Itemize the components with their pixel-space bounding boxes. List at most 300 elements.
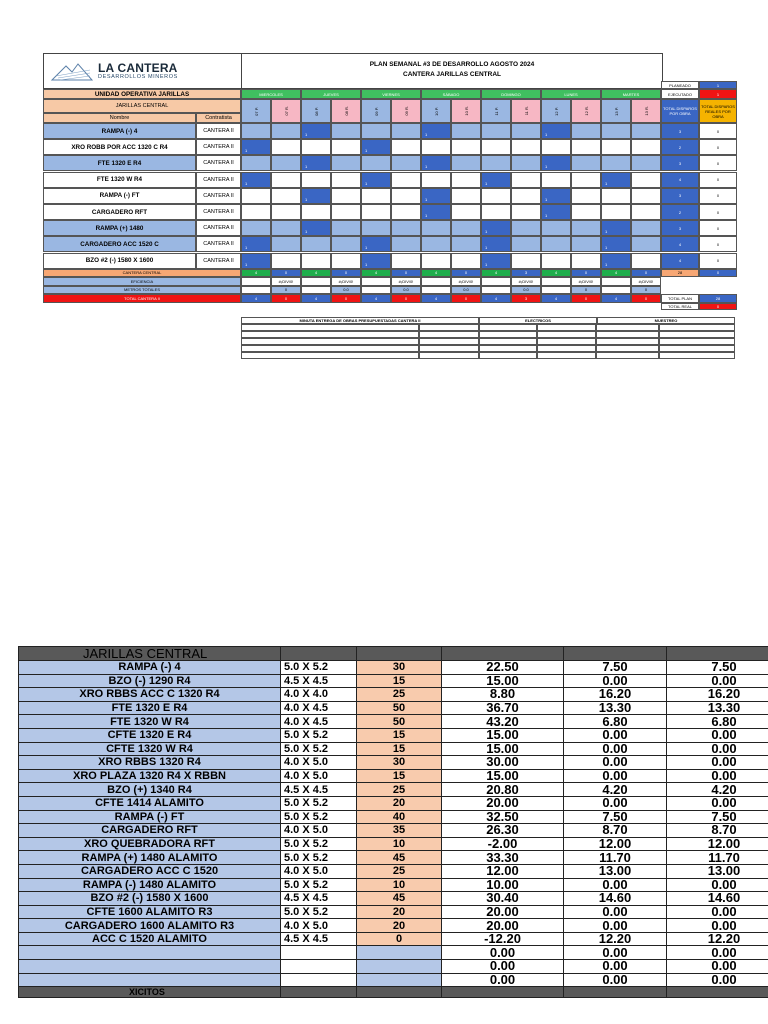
work-name: FTE 1320 E R4 [43, 155, 196, 171]
detail-row [19, 715, 768, 729]
labor-name: XRO RBBS ACC C 1320 R4 [19, 688, 281, 702]
section-cell: 5.0 X 5.2 [281, 878, 357, 892]
contratista-header: Contratista [196, 113, 241, 123]
metros-blank [541, 286, 571, 294]
total-disparos-reales-header: TOTAL DISPAROS REALES POR OBRA [699, 99, 737, 123]
meters-plan-cell: 10 [357, 837, 442, 851]
detail-row [19, 878, 768, 892]
meters-plan-cell: 15 [357, 728, 442, 742]
minuta-row [241, 345, 735, 352]
schedule-cell: 1 [601, 220, 631, 236]
total-cantera-value: 4 [361, 294, 391, 303]
cantera-central-value: 4 [481, 269, 511, 277]
advance-cell: 30.00 [442, 756, 564, 770]
row-real-total: 0 [699, 188, 737, 204]
schedule-cell: 1 [301, 188, 331, 204]
pending-total-cell: 0.00 [667, 756, 768, 770]
schedule-cell [631, 236, 661, 252]
pending-total-cell: 14.60 [667, 892, 768, 906]
schedule-cell: 1 [361, 172, 391, 188]
pending-cell: 13.30 [564, 701, 667, 715]
pending-total-cell: 8.70 [667, 824, 768, 838]
meters-plan-cell: 30 [357, 661, 442, 675]
detail-row [19, 864, 768, 878]
detail-row [19, 661, 768, 675]
electricos-header: ELECTRICOS [479, 317, 597, 324]
advance-cell: 12.00 [442, 864, 564, 878]
schedule-cell [541, 236, 571, 252]
advance-cell: 20.80 [442, 783, 564, 797]
section-cell: 4.5 X 4.5 [281, 892, 357, 906]
detail-row [19, 932, 768, 946]
detail-footer-label: XICITOS [19, 987, 281, 998]
minuta-cell [537, 352, 596, 359]
schedule-cell [331, 172, 361, 188]
minuta-table [241, 317, 735, 359]
ejecutado-value: 1 [699, 89, 737, 99]
schedule-cell [271, 220, 301, 236]
work-contractor: CANTERA II [196, 123, 241, 139]
minuta-row [241, 338, 735, 345]
schedule-cell [241, 188, 271, 204]
schedule-cell: 1 [601, 172, 631, 188]
minuta-cell [479, 352, 537, 359]
metros-blank [301, 286, 331, 294]
pending-cell: 0.00 [564, 960, 667, 974]
schedule-cell [571, 123, 601, 139]
total-real-row [43, 303, 737, 310]
pending-total-cell: 12.20 [667, 932, 768, 946]
minuta-cell [479, 324, 537, 331]
schedule-cell: 1 [481, 253, 511, 269]
metros-value: 0 [631, 286, 661, 294]
schedule-cell: 1 [421, 155, 451, 171]
labor-name: XRO PLAZA 1320 R4 X RBBN [19, 769, 281, 783]
detail-row [19, 728, 768, 742]
minuta-title: MINUTA ENTREGA DE OBRAS PRESUPUESTADAS CANTERA II [241, 317, 479, 324]
eficiencia-blank [301, 277, 331, 286]
advance-cell: 36.70 [442, 701, 564, 715]
schedule-cell [571, 155, 601, 171]
eficiencia-label: EFICIENCIA [43, 277, 241, 286]
total-cantera-value: 4 [481, 294, 511, 303]
detail-footer-row [19, 987, 768, 998]
schedule-cell [271, 172, 301, 188]
meters-plan-cell: 45 [357, 851, 442, 865]
advance-cell: 20.00 [442, 905, 564, 919]
schedule-cell: 1 [541, 188, 571, 204]
advance-cell: -2.00 [442, 837, 564, 851]
meters-plan-cell: 45 [357, 892, 442, 906]
minuta-cell [241, 324, 419, 331]
schedule-cell [271, 188, 301, 204]
pending-cell: 0.00 [564, 905, 667, 919]
pending-cell: 16.20 [564, 688, 667, 702]
eficiencia-blank [541, 277, 571, 286]
detail-header-cell [667, 647, 768, 661]
schedule-cell: 1 [541, 123, 571, 139]
schedule-cell [421, 220, 451, 236]
labor-name [19, 973, 281, 987]
work-contractor: CANTERA II [196, 236, 241, 252]
schedule-cell [331, 123, 361, 139]
minuta-cell [537, 324, 596, 331]
total-plan-label: TOTAL PLAN [661, 294, 699, 303]
schedule-cell [631, 204, 661, 220]
cantera-central-value: 0 [571, 269, 601, 277]
work-name: BZO #2 (-) 1580 X 1600 [43, 253, 196, 269]
schedule-cell [301, 139, 331, 155]
schedule-cell [541, 172, 571, 188]
work-name: RAMPA (-) 4 [43, 123, 196, 139]
minuta-cell [596, 331, 659, 338]
meters-plan-cell: 25 [357, 864, 442, 878]
pending-cell: 13.00 [564, 864, 667, 878]
metros-value: 0.0 [451, 286, 481, 294]
detail-row [19, 851, 768, 865]
row-plan-total: 3 [661, 155, 699, 171]
meters-plan-cell: 35 [357, 824, 442, 838]
meters-plan-cell: 15 [357, 674, 442, 688]
detail-row [19, 973, 768, 987]
section-cell: 4.0 X 4.0 [281, 688, 357, 702]
sub-header-label: 08 R. [343, 106, 349, 116]
sub-header-label: 11 P. [493, 106, 499, 116]
pending-cell: 0.00 [564, 946, 667, 960]
schedule-cell [601, 204, 631, 220]
work-name: FTE 1320 W R4 [43, 172, 196, 188]
section-cell: 4.0 X 5.0 [281, 864, 357, 878]
minuta-cell [659, 345, 735, 352]
schedule-cell [391, 253, 421, 269]
row-real-total: 0 [699, 155, 737, 171]
total-cantera-value: 3 [511, 294, 541, 303]
schedule-cell [571, 188, 601, 204]
labor-name: RAMPA (-) 4 [19, 661, 281, 675]
pending-total-cell: 0.00 [667, 674, 768, 688]
metros-blank [481, 286, 511, 294]
pending-cell: 0.00 [564, 769, 667, 783]
schedule-cell [571, 172, 601, 188]
minuta-cell [596, 324, 659, 331]
labor-name [19, 960, 281, 974]
schedule-cell [241, 155, 271, 171]
schedule-cell [391, 236, 421, 252]
sub-header-label: 11 R. [523, 106, 529, 116]
meters-plan-cell: 15 [357, 742, 442, 756]
minuta-cell [537, 345, 596, 352]
minuta-row [241, 324, 735, 331]
sub-header-label: 12 R. [583, 106, 589, 116]
labor-name [19, 946, 281, 960]
schedule-cell: 1 [361, 253, 391, 269]
row-real-total: 0 [699, 139, 737, 155]
work-name: CARGADERO RFT [43, 204, 196, 220]
schedule-cell [331, 236, 361, 252]
pending-cell: 12.00 [564, 837, 667, 851]
pending-total-cell: 13.30 [667, 701, 768, 715]
advance-cell: 0.00 [442, 946, 564, 960]
schedule-cell: 1 [301, 123, 331, 139]
schedule-cell [481, 155, 511, 171]
detail-header-row [19, 647, 768, 661]
day-header: JUEVES [301, 89, 361, 99]
schedule-cell [361, 204, 391, 220]
pending-total-cell: 7.50 [667, 661, 768, 675]
schedule-cell [331, 204, 361, 220]
schedule-cell: 1 [361, 139, 391, 155]
total-real-value: 0 [699, 303, 737, 310]
advance-cell: 30.40 [442, 892, 564, 906]
pending-cell: 7.50 [564, 810, 667, 824]
meters-plan-cell: 50 [357, 701, 442, 715]
schedule-cell [301, 172, 331, 188]
detail-footer-cell [281, 987, 357, 998]
eficiencia-blank [361, 277, 391, 286]
schedule-cell: 1 [481, 220, 511, 236]
nombre-header-row [43, 113, 737, 123]
section-cell: 4.0 X 4.5 [281, 701, 357, 715]
meters-plan-cell: 30 [357, 756, 442, 770]
detail-row [19, 892, 768, 906]
minuta-cell [419, 331, 479, 338]
pending-cell: 8.70 [564, 824, 667, 838]
work-contractor: CANTERA II [196, 188, 241, 204]
work-contractor: CANTERA II [196, 139, 241, 155]
muestreo-header: MUESTREO [597, 317, 735, 324]
metros-value: 0.0 [511, 286, 541, 294]
schedule-cell [361, 220, 391, 236]
metros-blank [421, 286, 451, 294]
schedule-cell: 1 [301, 155, 331, 171]
schedule-cell [451, 139, 481, 155]
schedule-cell [631, 172, 661, 188]
eficiencia-blank [481, 277, 511, 286]
meters-plan-cell [357, 946, 442, 960]
minuta-cell [596, 352, 659, 359]
schedule-cell [571, 253, 601, 269]
pending-cell: 0.00 [564, 878, 667, 892]
section-cell: 5.0 X 5.2 [281, 742, 357, 756]
schedule-cell: 1 [601, 236, 631, 252]
minuta-cell [241, 338, 419, 345]
day-header: LUNES [541, 89, 601, 99]
advance-cell: 22.50 [442, 661, 564, 675]
detail-row [19, 905, 768, 919]
schedule-cell: 1 [541, 204, 571, 220]
work-name: RAMPA (-) FT [43, 188, 196, 204]
schedule-cell [331, 253, 361, 269]
schedule-cell [511, 123, 541, 139]
unidad-label: UNIDAD OPERATIVA JARILLAS [43, 89, 241, 99]
day-header: SÁBADO [421, 89, 481, 99]
cantera-central-value: 4 [421, 269, 451, 277]
schedule-cell [271, 204, 301, 220]
schedule-cell [631, 155, 661, 171]
detail-footer-cell [357, 987, 442, 998]
pending-total-cell: 0.00 [667, 878, 768, 892]
schedule-cell [601, 155, 631, 171]
schedule-cell [241, 123, 271, 139]
schedule-cell: 1 [421, 204, 451, 220]
section-cell [281, 973, 357, 987]
schedule-cell [451, 188, 481, 204]
labor-name: CFTE 1414 ALAMITO [19, 796, 281, 810]
work-row [43, 253, 737, 269]
schedule-cell [481, 204, 511, 220]
work-name: XRO ROBB POR ACC 1320 C R4 [43, 139, 196, 155]
schedule-cell: 1 [241, 236, 271, 252]
minuta-cell [419, 324, 479, 331]
schedule-cell: 1 [241, 172, 271, 188]
detail-header-cell [564, 647, 667, 661]
schedule-cell [631, 253, 661, 269]
sub-header-label: 12 P. [553, 106, 559, 116]
pending-total-cell: 0.00 [667, 728, 768, 742]
section-cell: 4.0 X 4.5 [281, 715, 357, 729]
work-row [43, 139, 737, 155]
schedule-cell [421, 139, 451, 155]
schedule-cell [481, 188, 511, 204]
total-plan-value: 28 [699, 294, 737, 303]
cantera-central-value: 0 [631, 269, 661, 277]
minuta-row [241, 317, 735, 324]
schedule-cell [391, 155, 421, 171]
meters-plan-cell [357, 960, 442, 974]
cantera-central-value: 0 [391, 269, 421, 277]
pending-total-cell: 0.00 [667, 905, 768, 919]
weekly-plan-sheet [43, 53, 737, 355]
advance-cell: 15.00 [442, 742, 564, 756]
advance-cell: 0.00 [442, 973, 564, 987]
work-name: RAMPA (+) 1480 [43, 220, 196, 236]
row-plan-total: 4 [661, 172, 699, 188]
advance-cell: 15.00 [442, 674, 564, 688]
minuta-row [241, 352, 735, 359]
minuta-cell [659, 352, 735, 359]
planeado-value: 1 [699, 81, 737, 89]
plan-title-line1: PLAN SEMANAL #3 DE DESARROLLO AGOSTO 2024 [369, 61, 535, 68]
labor-name: RAMPA (-) FT [19, 810, 281, 824]
pending-cell: 14.60 [564, 892, 667, 906]
schedule-cell [631, 220, 661, 236]
labor-name: CFTE 1320 W R4 [19, 742, 281, 756]
work-row [43, 204, 737, 220]
schedule-cell [331, 155, 361, 171]
metros-blank [601, 286, 631, 294]
minuta-cell [659, 338, 735, 345]
detail-footer-cell [564, 987, 667, 998]
detail-header-cell [442, 647, 564, 661]
total-cantera-value: 4 [601, 294, 631, 303]
schedule-cell [301, 253, 331, 269]
detail-row [19, 783, 768, 797]
minuta-cell [479, 338, 537, 345]
minuta-cell [537, 338, 596, 345]
schedule-cell [391, 123, 421, 139]
section-cell: 5.0 X 5.2 [281, 851, 357, 865]
section-cell [281, 960, 357, 974]
schedule-cell [451, 220, 481, 236]
metros-value: 0.0 [331, 286, 361, 294]
eficiencia-blank [421, 277, 451, 286]
schedule-cell [481, 123, 511, 139]
schedule-cell [271, 236, 301, 252]
cantera-central-value: 4 [541, 269, 571, 277]
labor-name: CARGADERO ACC C 1520 [19, 864, 281, 878]
total-cantera-value: 4 [301, 294, 331, 303]
sub-header-label: 08 P. [313, 106, 319, 116]
schedule-cell [391, 139, 421, 155]
pending-cell: 0.00 [564, 674, 667, 688]
labor-name: CARGADERO RFT [19, 824, 281, 838]
labor-name: CFTE 1600 ALAMITO R3 [19, 905, 281, 919]
schedule-cell [391, 172, 421, 188]
labor-name: BZO (+) 1340 R4 [19, 783, 281, 797]
schedule-cell [241, 220, 271, 236]
work-contractor: CANTERA II [196, 253, 241, 269]
section-cell: 5.0 X 5.2 [281, 661, 357, 675]
minuta-row [241, 331, 735, 338]
meters-plan-cell: 20 [357, 919, 442, 933]
sub-header-label: 13 P. [613, 106, 619, 116]
labor-name: CARGADERO 1600 ALAMITO R3 [19, 919, 281, 933]
advance-cell: 26.30 [442, 824, 564, 838]
detail-header-cell [357, 647, 442, 661]
schedule-cell [631, 139, 661, 155]
pending-cell: 0.00 [564, 919, 667, 933]
schedule-cell [631, 123, 661, 139]
schedule-cell: 1 [301, 220, 331, 236]
pending-total-cell: 0.00 [667, 769, 768, 783]
pending-total-cell: 6.80 [667, 715, 768, 729]
metros-label: METROS TOTALES [43, 286, 241, 294]
cantera-central-value: 0 [331, 269, 361, 277]
schedule-cell [361, 123, 391, 139]
minuta-cell [596, 338, 659, 345]
sub-header-label: 10 P. [433, 106, 439, 116]
total-cantera-value: 0 [451, 294, 481, 303]
detail-row [19, 688, 768, 702]
meters-plan-cell: 20 [357, 905, 442, 919]
schedule-cell [511, 172, 541, 188]
work-row [43, 123, 737, 139]
work-name: CARGADERO ACC 1520 C [43, 236, 196, 252]
row-real-total: 0 [699, 236, 737, 252]
detail-table [18, 646, 768, 998]
eficiencia-value: #¡DIV/0! [451, 277, 481, 286]
work-row [43, 172, 737, 188]
row-real-total: 0 [699, 172, 737, 188]
schedule-cell [271, 253, 301, 269]
schedule-cell: 1 [481, 172, 511, 188]
schedule-cell [451, 204, 481, 220]
schedule-cell [511, 155, 541, 171]
minuta-cell [596, 345, 659, 352]
cantera-central-value: 0 [271, 269, 301, 277]
schedule-cell [391, 188, 421, 204]
advance-cell: 20.00 [442, 796, 564, 810]
pending-cell: 0.00 [564, 973, 667, 987]
advance-cell: 10.00 [442, 878, 564, 892]
section-cell: 4.5 X 4.5 [281, 932, 357, 946]
nombre-header: Nombre [43, 113, 196, 123]
advance-cell: 43.20 [442, 715, 564, 729]
sub-header-label: 13 R. [643, 106, 649, 116]
schedule-cell [511, 188, 541, 204]
work-contractor: CANTERA II [196, 220, 241, 236]
pending-total-cell: 0.00 [667, 742, 768, 756]
